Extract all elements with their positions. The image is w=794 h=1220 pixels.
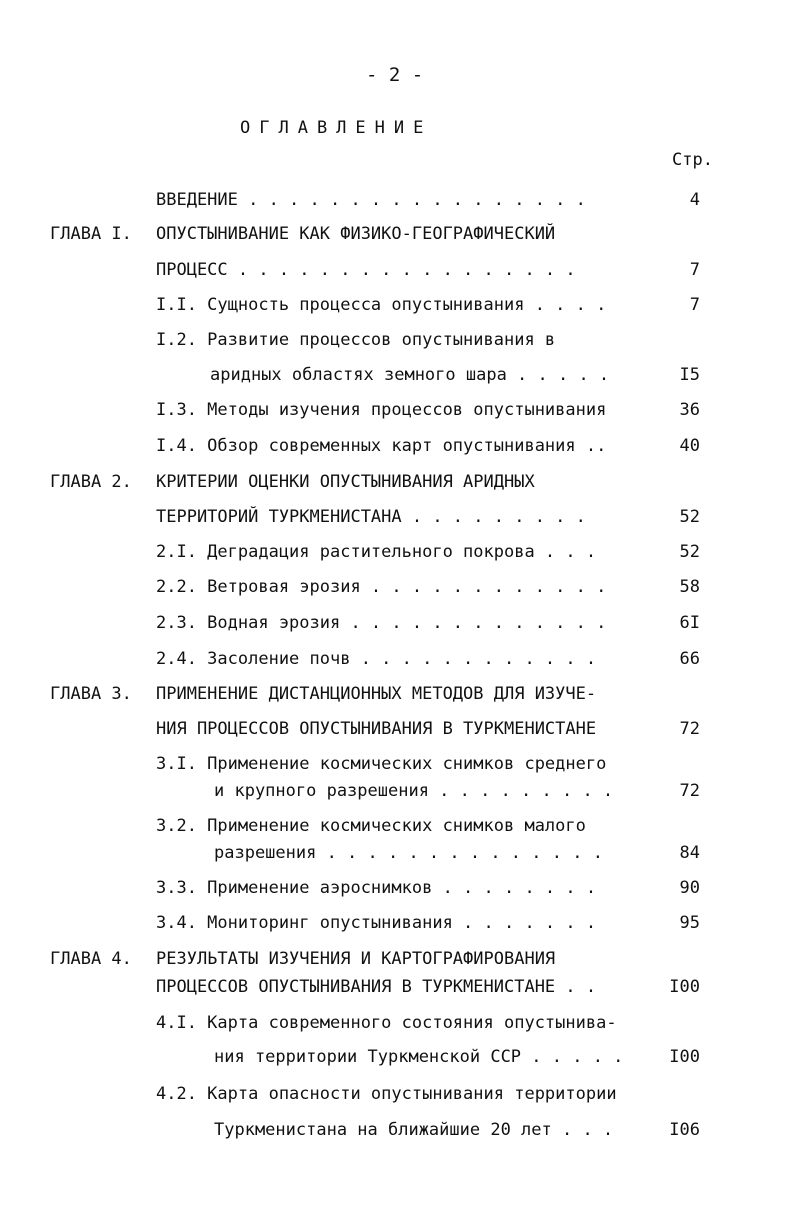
section-1-2-line2: аридных областях земного шара . . . . . bbox=[210, 365, 610, 385]
chapter-1-label: ГЛАВА I. bbox=[50, 224, 132, 244]
section-2-1-page: 52 bbox=[679, 542, 700, 562]
chapter-4-page: I00 bbox=[669, 977, 700, 997]
section-4-1-page: I00 bbox=[669, 1047, 700, 1067]
chapter-3-label: ГЛАВА 3. bbox=[50, 684, 132, 704]
section-4-1-line1: 4.I. Карта современного состояния опустынива- bbox=[156, 1013, 617, 1033]
section-2-3: 2.3. Водная эрозия . . . . . . . . . . . . . bbox=[156, 613, 607, 633]
section-1-2-line1: I.2. Развитие процессов опустынивания в bbox=[156, 330, 556, 350]
section-2-4-page: 66 bbox=[679, 649, 700, 669]
page-column-header: Стр. bbox=[672, 150, 713, 170]
section-3-3: 3.3. Применение аэроснимков . . . . . . . . bbox=[156, 878, 597, 898]
section-2-2-page: 58 bbox=[679, 577, 700, 597]
section-1-2-page: I5 bbox=[679, 365, 700, 385]
section-1-1: I.I. Сущность процесса опустынивания . . . . bbox=[156, 295, 607, 315]
section-1-3-page: 36 bbox=[679, 400, 700, 420]
section-4-2-line2: Туркменистана на ближайшие 20 лет . . . bbox=[214, 1120, 614, 1140]
chapter-1-page: 7 bbox=[689, 260, 700, 280]
toc-intro-page: 4 bbox=[689, 190, 700, 210]
chapter-3-title-line1: ПРИМЕНЕНИЕ ДИСТАНЦИОННЫХ МЕТОДОВ ДЛЯ ИЗУЧЕ- bbox=[156, 684, 597, 704]
section-3-4-page: 95 bbox=[679, 913, 700, 933]
section-2-2: 2.2. Ветровая эрозия . . . . . . . . . . . . bbox=[156, 577, 607, 597]
section-3-2-line2: разрешения . . . . . . . . . . . . . . bbox=[214, 843, 603, 863]
section-3-1-line2: и крупного разрешения . . . . . . . . . bbox=[214, 781, 614, 801]
page-number: - 2 - bbox=[366, 64, 424, 86]
section-4-2-page: I06 bbox=[669, 1120, 700, 1140]
section-3-2-page: 84 bbox=[679, 843, 700, 863]
section-1-3: I.3. Методы изучения процессов опустынивания bbox=[156, 400, 607, 420]
section-1-4: I.4. Обзор современных карт опустынивания .. bbox=[156, 436, 607, 456]
section-4-2-line1: 4.2. Карта опасности опустынивания территории bbox=[156, 1084, 617, 1104]
chapter-1-title-line1: ОПУСТЫНИВАНИЕ КАК ФИЗИКО-ГЕОГРАФИЧЕСКИЙ bbox=[156, 224, 556, 244]
section-1-1-page: 7 bbox=[689, 295, 700, 315]
toc-intro: ВВЕДЕНИЕ . . . . . . . . . . . . . . . . . bbox=[156, 190, 586, 210]
chapter-4-title-line1: РЕЗУЛЬТАТЫ ИЗУЧЕНИЯ И КАРТОГРАФИРОВАНИЯ bbox=[156, 949, 556, 969]
chapter-2-page: 52 bbox=[679, 507, 700, 527]
section-3-2-line1: 3.2. Применение космических снимков малого bbox=[156, 816, 586, 836]
chapter-4-label: ГЛАВА 4. bbox=[50, 949, 132, 969]
chapter-2-label: ГЛАВА 2. bbox=[50, 472, 132, 492]
section-4-1-line2: ния территории Туркменской ССР . . . . . bbox=[214, 1047, 624, 1067]
chapter-2-title-line1: КРИТЕРИИ ОЦЕНКИ ОПУСТЫНИВАНИЯ АРИДНЫХ bbox=[156, 472, 535, 492]
section-2-1: 2.I. Деградация растительного покрова . . . bbox=[156, 542, 597, 562]
section-2-4: 2.4. Засоление почв . . . . . . . . . . . . bbox=[156, 649, 597, 669]
section-3-3-page: 90 bbox=[679, 878, 700, 898]
chapter-2-title-line2: ТЕРРИТОРИЙ ТУРКМЕНИСТАНА . . . . . . . . . bbox=[156, 507, 586, 527]
chapter-3-page: 72 bbox=[679, 719, 700, 739]
section-3-1-page: 72 bbox=[679, 781, 700, 801]
section-3-4: 3.4. Мониторинг опустынивания . . . . . . . bbox=[156, 913, 597, 933]
chapter-4-title-line2: ПРОЦЕССОВ ОПУСТЫНИВАНИЯ В ТУРКМЕНИСТАНЕ . . bbox=[156, 977, 597, 997]
page-title: ОГЛАВЛЕНИЕ bbox=[240, 118, 433, 138]
section-2-3-page: 6I bbox=[679, 613, 700, 633]
section-3-1-line1: 3.I. Применение космических снимков среднего bbox=[156, 754, 607, 774]
section-1-4-page: 40 bbox=[679, 436, 700, 456]
chapter-1-title-line2: ПРОЦЕСС . . . . . . . . . . . . . . . . . bbox=[156, 260, 576, 280]
chapter-3-title-line2: НИЯ ПРОЦЕССОВ ОПУСТЫНИВАНИЯ В ТУРКМЕНИСТАНЕ bbox=[156, 719, 597, 739]
